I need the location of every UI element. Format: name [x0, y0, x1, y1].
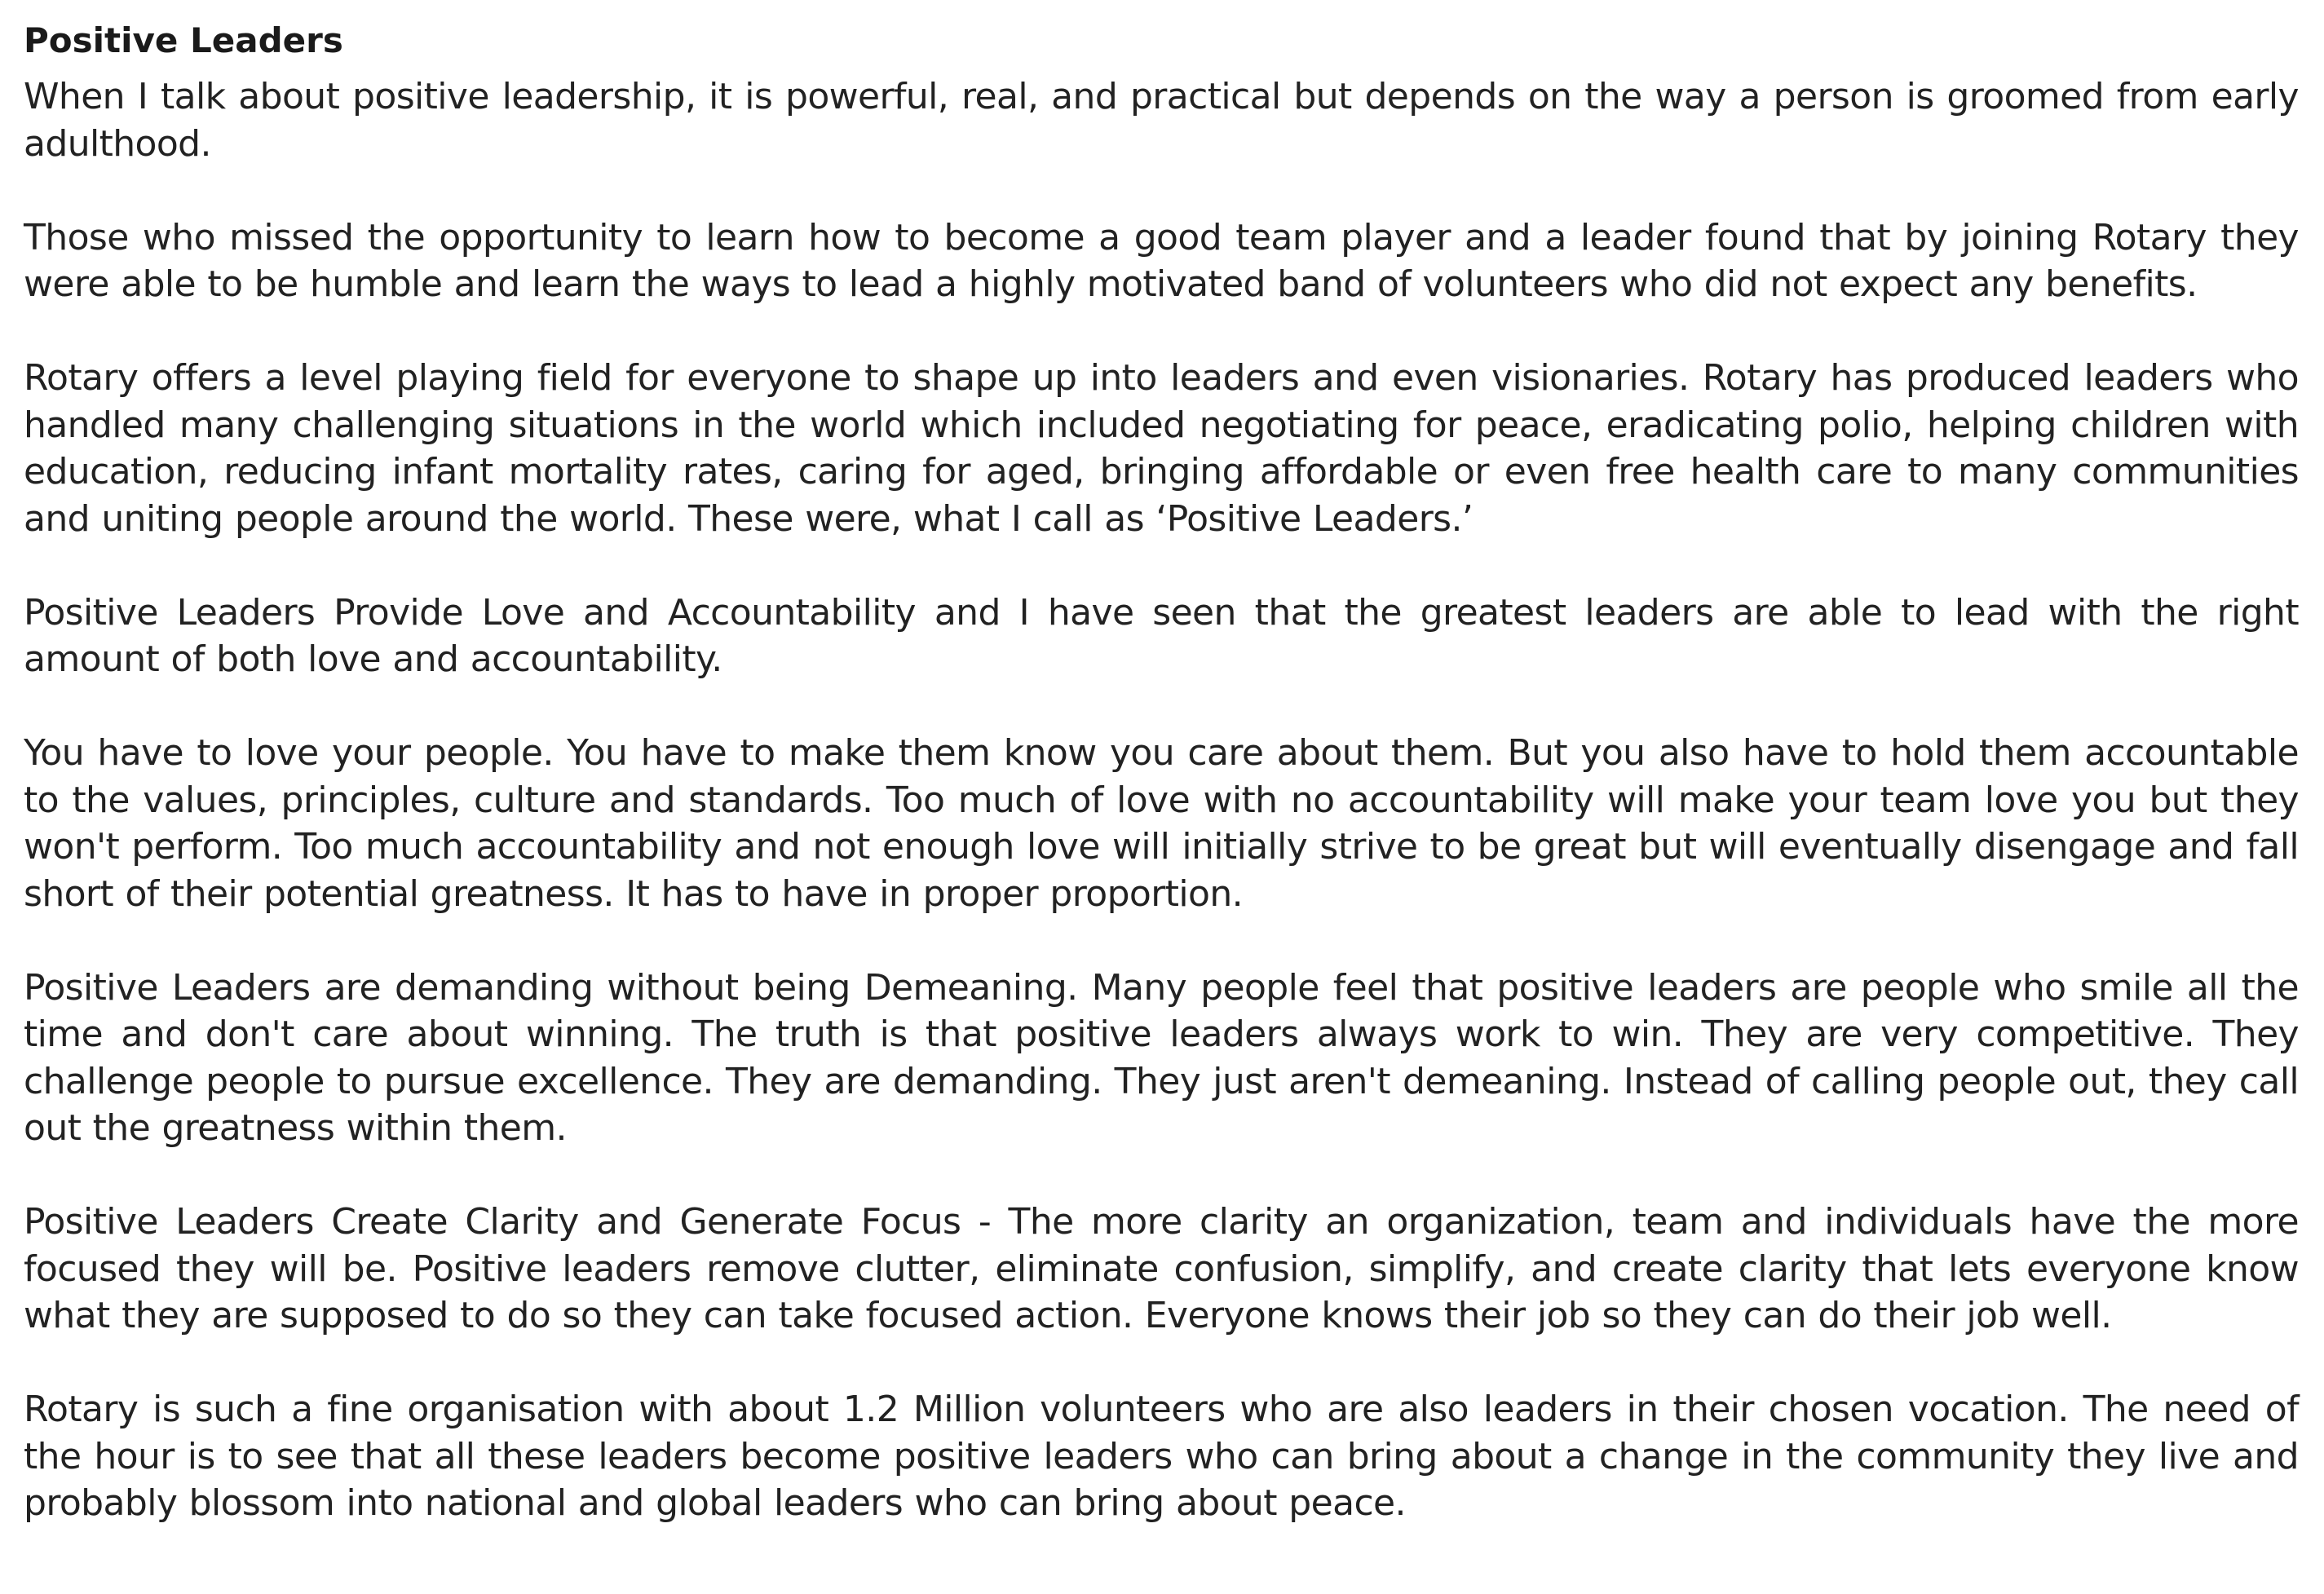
article	[24, 18, 2299, 1527]
article-paragraph-1: When I talk about positive leadership, it is powerful, real, and practical but depends on the way a person is groomed from early adulthood.	[24, 76, 2299, 165]
article-paragraph-4: Positive Leaders Provide Love and Accountability and I have seen that the greatest leaders are able to lead with the right amount of both love and accountability.	[24, 591, 2299, 680]
article-paragraph-7: Positive Leaders Create Clarity and Generate Focus - The more clarity an organization, team and individuals have the more focused they will be. Positive leaders remove clutter, eliminate confusion, simplify, and create clarity that lets everyone know what they are supposed to do so they can take focused action. Everyone knows their job so they can do their job well.	[24, 1201, 2299, 1336]
article-paragraph-3: Rotary offers a level playing field for everyone to shape up into leaders and even visionaries. Rotary has produced leaders who handled many challenging situations in the world which included negotiating for peace, eradicating polio, helping children with education, reducing infant mortality rates, caring for aged, bringing affordable or even free health care to many communities and uniting people around the world. These were, what I call as ‘Positive Leaders.’	[24, 357, 2299, 540]
article-paragraph-5: You have to love your people. You have to make them know you care about them. But you also have to hold them accountable to the values, principles, culture and standards. Too much of love with no accountability will make your team love you but they won't perform. Too much accountability and not enough love will initially strive to be great but will eventually disengage and fall short of their potential greatness. It has to have in proper proportion.	[24, 732, 2299, 915]
article-paragraph-6: Positive Leaders are demanding without being Demeaning. Many people feel that positive leaders are people who smile all the time and don't care about winning. The truth is that positive leaders always work to win. They are very competitive. They challenge people to pursue excellence. They are demanding. They just aren't demeaning. Instead of calling people out, they call out the greatness within them.	[24, 966, 2299, 1149]
article-paragraph-2: Those who missed the opportunity to learn how to become a good team player and a leader found that by joining Rotary they were able to be humble and learn the ways to lead a highly motivated band of volunteers who did not expect any benefits.	[24, 216, 2299, 305]
article-title: Positive Leaders	[24, 20, 343, 60]
article-paragraph-8: Rotary is such a fine organisation with about 1.2 Million volunteers who are also leaders in their chosen vocation. The need of the hour is to see that all these leaders become positive leaders who can bring about a change in the community they live and probably blossom into national and global leaders who can bring about peace.	[24, 1389, 2299, 1524]
